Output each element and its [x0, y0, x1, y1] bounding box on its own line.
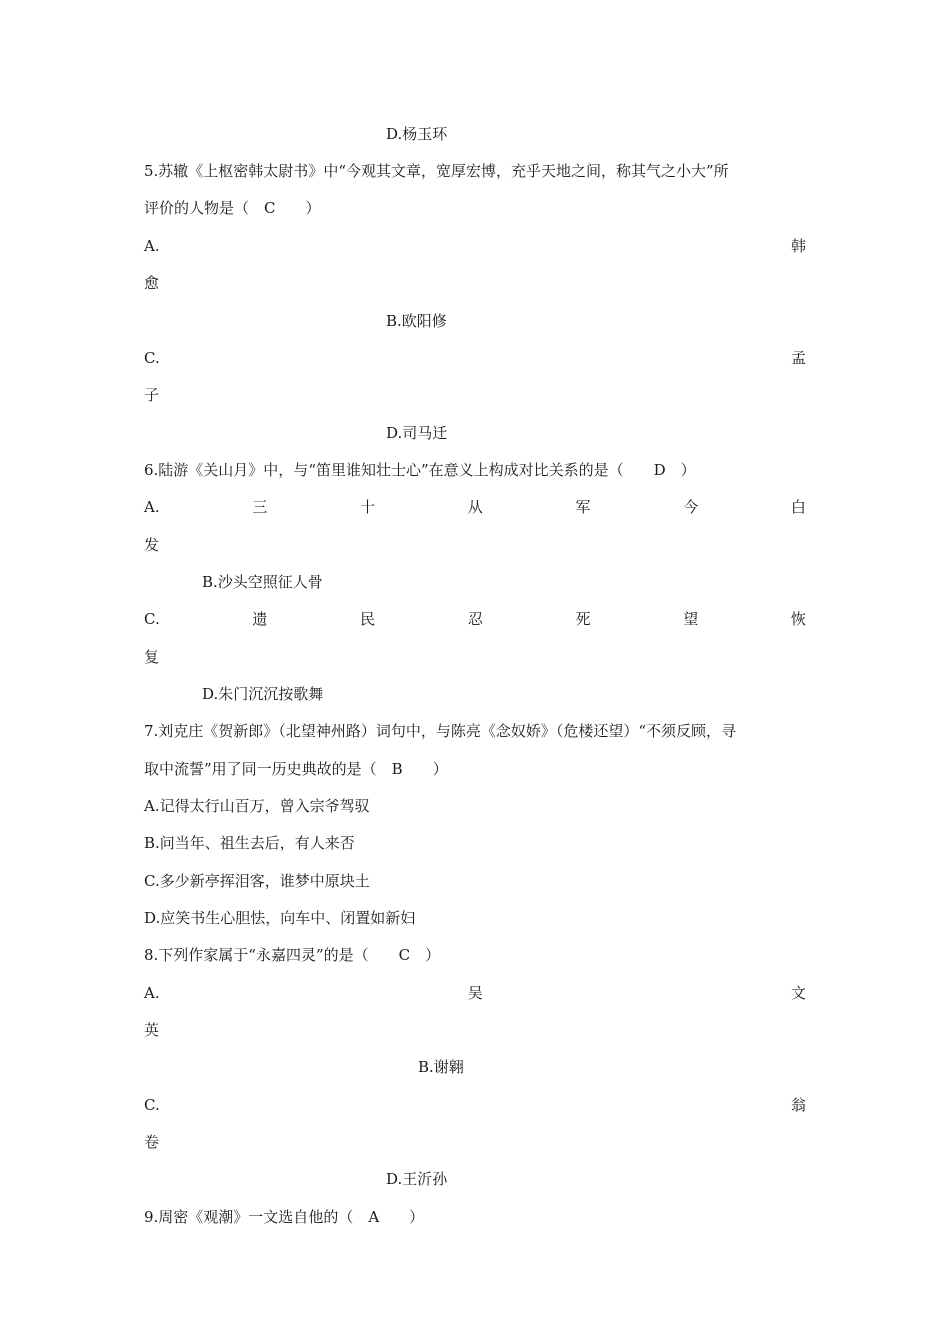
q5-option-b: B.欧阳修 [386, 312, 447, 330]
q5-option-a-wrap: 愈 [144, 274, 160, 292]
q5-option-d: D.司马迁 [386, 424, 448, 442]
q6-option-d: D.朱门沉沉按歌舞 [202, 685, 324, 703]
q7-option-c: C.多少新亭挥泪客，谁梦中原块土 [144, 872, 370, 890]
q9-stem: 9.周密《观潮》一文选自他的（ A ） [144, 1208, 425, 1226]
q7-stem-line1: 7.刘克庄《贺新郎》（北望神州路）词句中，与陈亮《念奴娇》（危楼还望）“不须反顾，寻 [144, 722, 736, 740]
q6-option-b: B.沙头空照征人骨 [202, 573, 323, 591]
q5-option-c-wrap: 子 [144, 386, 160, 404]
q5-stem-line2: 评价的人物是（ C ） [144, 199, 321, 217]
q8-option-d: D.王沂孙 [386, 1170, 448, 1188]
q8-option-a-wrap: 英 [144, 1021, 160, 1039]
q8-stem: 8.下列作家属于“永嘉四灵”的是（ C ） [144, 946, 441, 964]
q6-option-a-wrap: 发 [144, 536, 160, 554]
q4-option-d: D.杨玉环 [386, 125, 448, 143]
q8-option-b: B.谢翱 [418, 1058, 464, 1076]
q5-option-a: A. 韩 [144, 237, 806, 255]
q8-option-a: A. 吴 文 [144, 984, 806, 1002]
q6-option-c-wrap: 复 [144, 648, 160, 666]
q8-option-c: C. 翁 [144, 1096, 806, 1114]
q7-option-d: D.应笑书生心胆怯，向车中、闭置如新妇 [144, 909, 416, 927]
q7-option-b: B.问当年、祖生去后，有人来否 [144, 834, 355, 852]
q6-option-a: A. 三 十 从 军 今 白 [144, 498, 806, 516]
q7-stem-line2: 取中流誓”用了同一历史典故的是（ B ） [144, 760, 448, 778]
q6-stem: 6.陆游《关山月》中，与“笛里谁知壮士心”在意义上构成对比关系的是（ D ） [144, 461, 696, 479]
q5-stem-line1: 5.苏辙《上枢密韩太尉书》中“今观其文章，宽厚宏博，充乎天地之间，称其气之小大”所 [144, 162, 729, 180]
q8-option-c-wrap: 卷 [144, 1133, 160, 1151]
q5-option-c: C. 孟 [144, 349, 806, 367]
q6-option-c: C. 遗 民 忍 死 望 恢 [144, 610, 806, 628]
q7-option-a: A.记得太行山百万，曾入宗爷驾驭 [144, 797, 370, 815]
